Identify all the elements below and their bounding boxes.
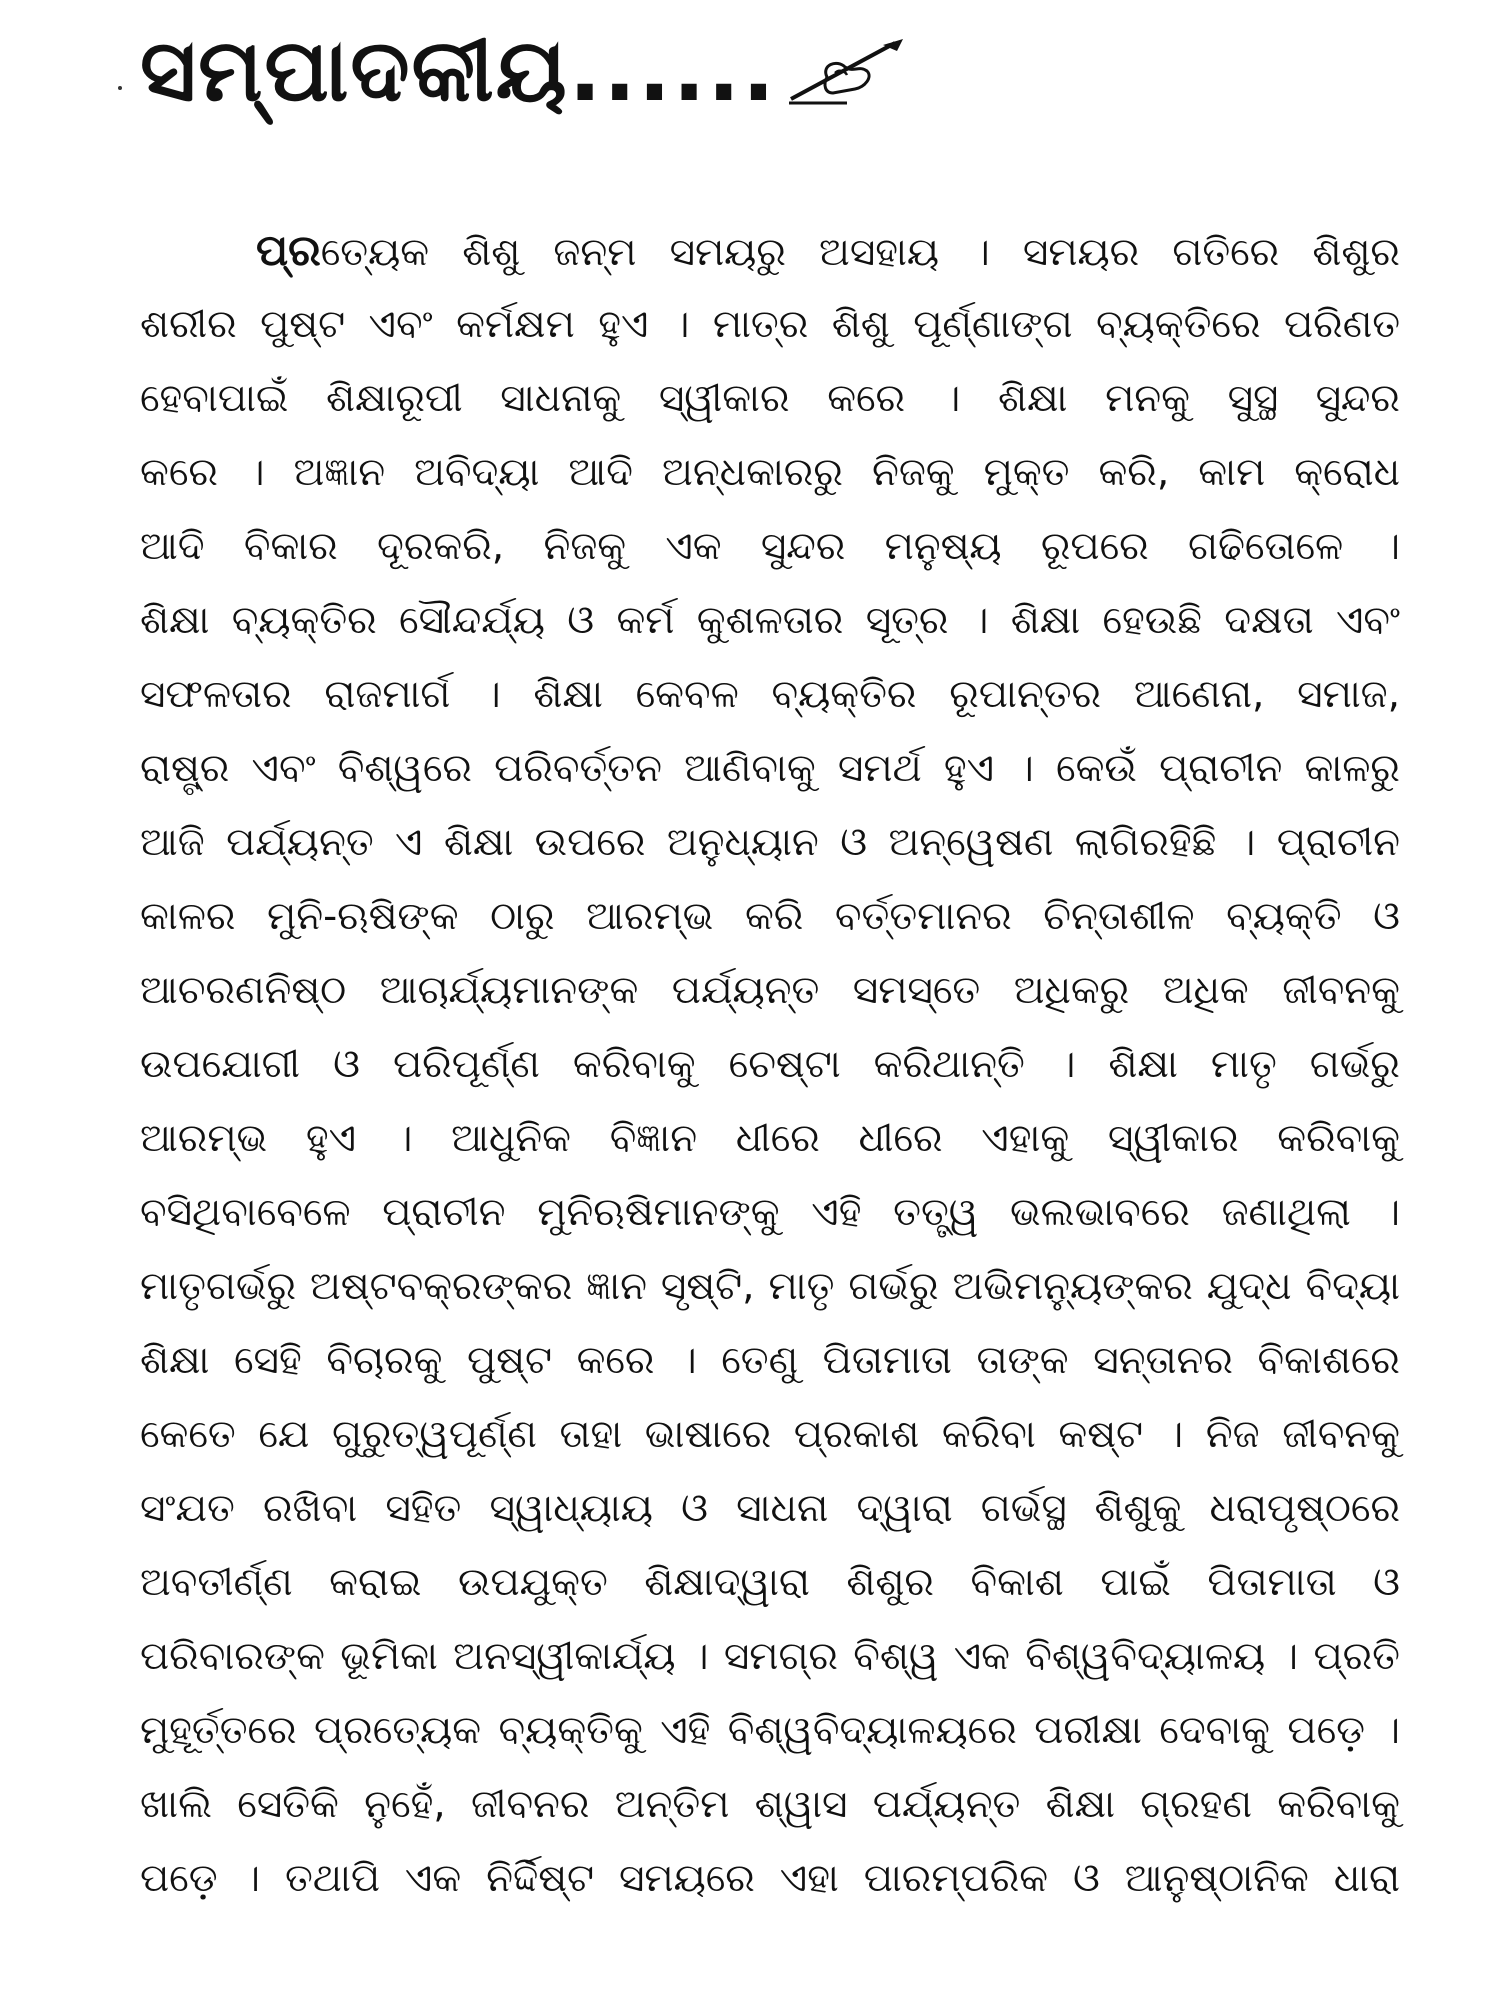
article-line: ପରିବାରଙ୍କ ଭୂମିକା ଅନସ୍ୱୀକାର୍ଯ୍ୟ । ସମଗ୍ର ବିଶ୍ୱ ଏକ ବିଶ୍ୱବିଦ୍ୟାଳୟ । ପ୍ରତି bbox=[140, 1634, 1400, 1679]
ink-dot bbox=[118, 86, 122, 90]
article-line: ଶରୀର ପୁଷ୍ଟ ଏବଂ କର୍ମକ୍ଷମ ହୁଏ । ମାତ୍ର ଶିଶୁ ପୂର୍ଣ୍ଣାଙ୍ଗ ବ୍ୟକ୍ତିରେ ପରିଣତ bbox=[140, 302, 1400, 347]
article-line: କରେ । ଅଜ୍ଞାନ ଅବିଦ୍ୟା ଆଦି ଅନ୍ଧକାରରୁ ନିଜକୁ ମୁକ୍ତ କରି, କାମ କ୍ରୋଧ bbox=[140, 450, 1400, 495]
article-line: ପଡ଼େ । ତଥାପି ଏକ ନିର୍ଦ୍ଦିଷ୍ଟ ସମୟରେ ଏହା ପାରମ୍ପରିକ ଓ ଆନୁଷ୍ଠାନିକ ଧାରା bbox=[140, 1856, 1400, 1901]
editorial-header bbox=[140, 12, 907, 132]
page-title: ସମ୍ପାଦକୀୟ...... bbox=[140, 21, 777, 121]
line-text: ତ୍ୟେକ ଶିଶୁ ଜନ୍ମ ସମୟରୁ ଅସହାୟ । ସମୟର ଗତିରେ ଶିଶୁର bbox=[320, 230, 1400, 275]
article-line: କାଳର ମୁନି-ଋଷିଙ୍କ ଠାରୁ ଆରମ୍ଭ କରି ବର୍ତ୍ତମାନର ଚିନ୍ତାଶୀଳ ବ୍ୟକ୍ତି ଓ bbox=[140, 894, 1400, 939]
article-line: କେତେ ଯେ ଗୁରୁତ୍ୱପୂର୍ଣ୍ଣ ତାହା ଭାଷାରେ ପ୍ରକାଶ କରିବା କଷ୍ଟ । ନିଜ ଜୀବନକୁ bbox=[140, 1412, 1400, 1457]
article-line: ଖାଲି ସେତିକି ନୁହେଁ, ଜୀବନର ଅନ୍ତିମ ଶ୍ୱାସ ପର୍ଯ୍ୟନ୍ତ ଶିକ୍ଷା ଗ୍ରହଣ କରିବାକୁ bbox=[140, 1782, 1400, 1827]
article-line: ଆଦି ବିକାର ଦୂରକରି, ନିଜକୁ ଏକ ସୁନ୍ଦର ମନୁଷ୍ୟ ରୂପରେ ଗଢିତୋଳେ । bbox=[140, 524, 1400, 569]
article-line: ମାତୃଗର୍ଭରୁ ଅଷ୍ଟବକ୍ରଙ୍କର ଜ୍ଞାନ ସୃଷ୍ଟି, ମାତୃ ଗର୍ଭରୁ ଅଭିମନ୍ୟୁଙ୍କର ଯୁଦ୍ଧ ବିଦ୍ୟା bbox=[140, 1264, 1400, 1309]
article-line: ସଫଳତାର ରାଜମାର୍ଗ । ଶିକ୍ଷା କେବଳ ବ୍ୟକ୍ତିର ରୂପାନ୍ତର ଆଣେନା, ସମାଜ, bbox=[140, 672, 1400, 717]
article-line: ବସିଥିବାବେଳେ ପ୍ରାଚୀନ ମୁନିଋଷିମାନଙ୍କୁ ଏହି ତତ୍ତ୍ୱ ଭଲଭାବରେ ଜଣାଥିଲା । bbox=[140, 1190, 1400, 1235]
article-line: ଆରମ୍ଭ ହୁଏ । ଆଧୁନିକ ବିଜ୍ଞାନ ଧୀରେ ଧୀରେ ଏହାକୁ ସ୍ୱୀକାର କରିବାକୁ bbox=[140, 1116, 1400, 1161]
article-line: ମୁହୂର୍ତ୍ତରେ ପ୍ରତ୍ୟେକ ବ୍ୟକ୍ତିକୁ ଏହି ବିଶ୍ୱବିଦ୍ୟାଳୟରେ ପରୀକ୍ଷା ଦେବାକୁ ପଡ଼େ । bbox=[140, 1708, 1400, 1753]
article-body bbox=[140, 214, 1400, 1916]
article-line: ଆଜି ପର୍ଯ୍ୟନ୍ତ ଏ ଶିକ୍ଷା ଉପରେ ଅନୁଧ୍ୟାନ ଓ ଅନ୍ୱେଷଣ ଲାଗିରହିଛି । ପ୍ରାଚୀନ bbox=[140, 820, 1400, 865]
article-line: ଅବତୀର୍ଣ୍ଣ କରାଇ ଉପଯୁକ୍ତ ଶିକ୍ଷାଦ୍ୱାରା ଶିଶୁର ବିକାଶ ପାଇଁ ପିତାମାତା ଓ bbox=[140, 1560, 1400, 1605]
article-line bbox=[140, 214, 1400, 288]
article-line: ସଂଯତ ରଖିବା ସହିତ ସ୍ୱାଧ୍ୟାୟ ଓ ସାଧନା ଦ୍ୱାରା ଗର୍ଭସ୍ଥ ଶିଶୁକୁ ଧରାପୃଷ୍ଠରେ bbox=[140, 1486, 1400, 1531]
article-line: ଶିକ୍ଷା ସେହି ବିଚାରକୁ ପୁଷ୍ଟ କରେ । ତେଣୁ ପିତାମାତା ତାଙ୍କ ସନ୍ତାନର ବିକାଶରେ bbox=[140, 1338, 1400, 1383]
article-line: ଆଚରଣନିଷ୍ଠ ଆଚାର୍ଯ୍ୟମାନଙ୍କ ପର୍ଯ୍ୟନ୍ତ ସମସ୍ତେ ଅଧିକରୁ ଅଧିକ ଜୀବନକୁ bbox=[140, 968, 1400, 1013]
article-line: ରାଷ୍ଟ୍ର ଏବଂ ବିଶ୍ୱରେ ପରିବର୍ତ୍ତନ ଆଣିବାକୁ ସମର୍ଥ ହୁଏ । କେଉଁ ପ୍ରାଚୀନ କାଳରୁ bbox=[140, 746, 1400, 791]
pen-writing-icon bbox=[787, 37, 907, 107]
article-line: ଶିକ୍ଷା ବ୍ୟକ୍ତିର ସୌନ୍ଦର୍ଯ୍ୟ ଓ କର୍ମ କୁଶଳତାର ସୂତ୍ର । ଶିକ୍ଷା ହେଉଛି ଦକ୍ଷତା ଏବଂ bbox=[140, 598, 1400, 643]
article-line: ଉପଯୋଗୀ ଓ ପରିପୂର୍ଣ୍ଣ କରିବାକୁ ଚେଷ୍ଟା କରିଥାନ୍ତି । ଶିକ୍ଷା ମାତୃ ଗର୍ଭରୁ bbox=[140, 1042, 1400, 1087]
drop-initial: ପ୍ର bbox=[256, 226, 321, 276]
article-line: ହେବାପାଇଁ ଶିକ୍ଷାରୂପୀ ସାଧନାକୁ ସ୍ୱୀକାର କରେ । ଶିକ୍ଷା ମନକୁ ସୁସ୍ଥ ସୁନ୍ଦର bbox=[140, 376, 1400, 421]
